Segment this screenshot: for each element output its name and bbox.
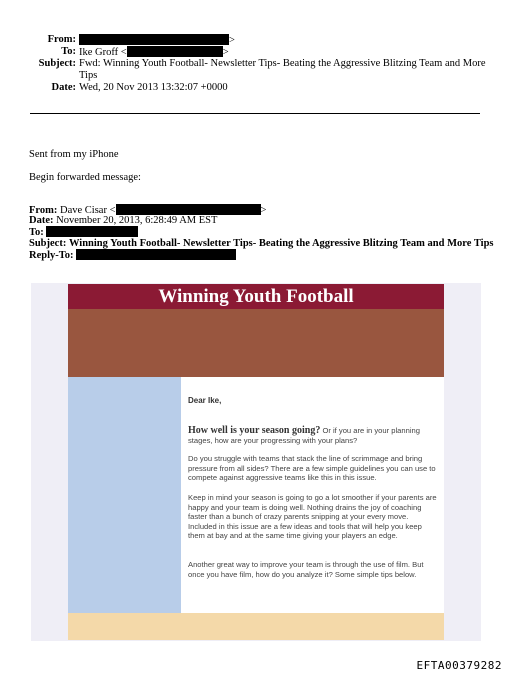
- sent-from-text: Sent from my iPhone: [29, 149, 119, 160]
- to-row: [0, 46, 512, 58]
- newsletter-content: [181, 377, 444, 613]
- paragraph-parents: Keep in mind your season is going to go a lot smoother if your parents are happy and your team is doing well. Nothing drains the joy of coaching faster than a bunch of crazy parents snipping at your every move. Included in this issue are a few ideas and tools that will help you keep them at bay and at the same time giving your players an edge.: [188, 493, 437, 541]
- to-value[interactable]: Ike Groff <: [79, 47, 127, 58]
- paragraph-blitz: Do you struggle with teams that stack the line of scrimmage and bring pressure from all sides? There are a few simple guidelines you can use to compete against aggressive teams like this in this issue.: [188, 454, 436, 483]
- newsletter-footer-band: [68, 613, 444, 640]
- fwd-subject-row: [29, 238, 494, 250]
- date-label: Date:: [51, 82, 76, 93]
- redaction-box: [46, 226, 138, 237]
- subject-row: [0, 58, 512, 82]
- fwd-subject-label: Subject:: [29, 238, 67, 249]
- date-value: Wed, 20 Nov 2013 13:32:07 +0000: [79, 82, 228, 93]
- to-suffix: >: [222, 47, 229, 58]
- newsletter-sidebar: [68, 377, 181, 613]
- redaction-box: [79, 34, 229, 45]
- fwd-to-label: To:: [29, 227, 44, 238]
- bates-stamp: EFTA00379282: [416, 659, 502, 672]
- redaction-box: [76, 249, 236, 260]
- greeting: Dear Ike,: [188, 396, 222, 405]
- header-divider: [30, 113, 480, 114]
- from-row: [0, 34, 512, 46]
- from-suffix: >: [229, 35, 235, 46]
- fwd-from-value[interactable]: Dave Cisar <: [60, 205, 116, 216]
- question-rest: Or if you are in your planning stages, how are your progressing with your plans?: [188, 426, 420, 445]
- season-question: [188, 426, 438, 445]
- begin-forwarded-text: Begin forwarded message:: [29, 172, 141, 183]
- subject-value-line2: Tips: [79, 70, 98, 81]
- fwd-date-value: November 20, 2013, 6:28:49 AM EST: [56, 215, 218, 226]
- email-header: [0, 30, 512, 100]
- fwd-replyto-row: [29, 249, 236, 262]
- from-label: From:: [47, 34, 76, 45]
- banner-photo: [68, 309, 444, 377]
- date-row: [0, 82, 512, 94]
- paragraph-film: Another great way to improve your team is through the use of film. But once you have film, how do you analyze it? Some simple tips below.: [188, 560, 424, 579]
- subject-label: Subject:: [38, 58, 76, 69]
- subject-value-line1: Fwd: Winning Youth Football- Newsletter Tips- Beating the Aggressive Blitzing Team and More: [79, 58, 486, 69]
- newsletter-banner-title: Winning Youth Football: [68, 284, 444, 309]
- redaction-box: [127, 46, 223, 57]
- fwd-date-label: Date:: [29, 215, 54, 226]
- fwd-replyto-label: Reply-To:: [29, 250, 74, 261]
- fwd-from-label: From:: [29, 205, 58, 216]
- fwd-from-suffix: >: [260, 205, 267, 216]
- question-bold: How well is your season going?: [188, 425, 321, 436]
- fwd-to-row: [29, 226, 138, 239]
- fwd-date-row: [29, 215, 217, 227]
- to-label: To:: [61, 46, 76, 57]
- redaction-box: [116, 204, 261, 215]
- fwd-subject-value: Winning Youth Football- Newsletter Tips- Beating the Aggressive Blitzing Team and More Tips: [68, 238, 494, 249]
